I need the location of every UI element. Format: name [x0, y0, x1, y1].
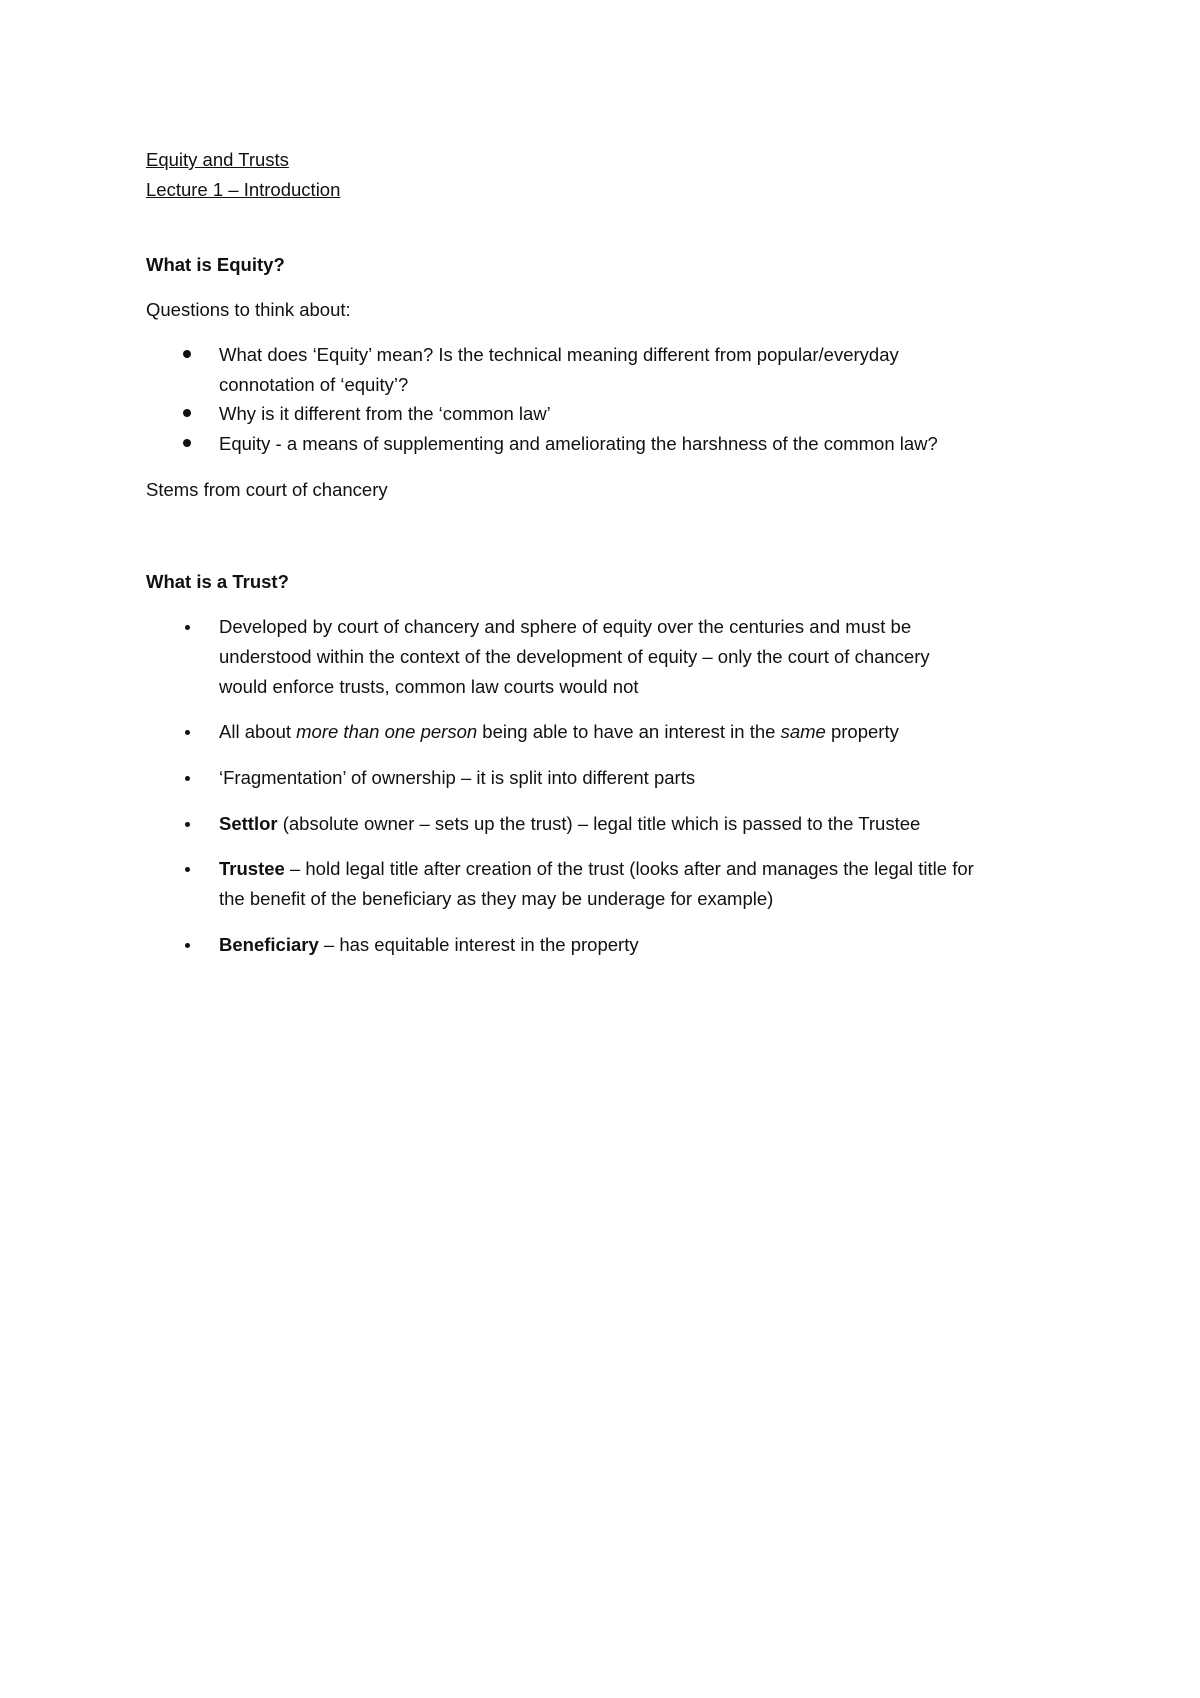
term-settlor: Settlor: [219, 813, 278, 834]
text-segment: property: [825, 721, 899, 742]
bullet-icon: [183, 350, 191, 358]
text-segment: (absolute owner – sets up the trust) – legal title which is passed to the Trustee: [277, 813, 921, 834]
trust-item-trustee: [219, 854, 974, 884]
bullet-icon: [183, 409, 191, 417]
text-segment: All about: [219, 721, 297, 742]
bullet-icon: [185, 730, 190, 735]
trust-item-more-than-one-person: [219, 717, 899, 747]
equity-question-line: What does ‘Equity’ mean? Is the technical meaning different from popular/everyday: [219, 344, 899, 365]
equity-question-line: connotation of ‘equity’?: [219, 374, 409, 395]
bullet-icon: [185, 776, 190, 781]
equity-intro: Questions to think about:: [146, 299, 351, 320]
equity-question-line: Why is it different from the ‘common law’: [219, 403, 551, 424]
text-segment: – has equitable interest in the property: [318, 934, 639, 955]
trust-item-line: the benefit of the beneficiary as they may be underage for example): [219, 888, 774, 909]
text-segment: – hold legal title after creation of the trust (looks after and manages the legal title for: [284, 858, 974, 879]
trust-item-line: would enforce trusts, common law courts would not: [219, 676, 639, 697]
bullet-icon: [183, 439, 191, 447]
equity-heading: What is Equity?: [146, 254, 285, 275]
trust-item-fragmentation: ‘Fragmentation’ of ownership – it is split into different parts: [219, 767, 696, 788]
italic-segment: same: [780, 721, 826, 742]
lecture-title: Lecture 1 – Introduction: [146, 179, 341, 200]
trust-item-settlor: [219, 809, 920, 839]
trust-item-beneficiary: [219, 930, 639, 960]
term-trustee: Trustee: [219, 858, 285, 879]
bullet-icon: [185, 822, 190, 827]
trust-item-line: Developed by court of chancery and sphere of equity over the centuries and must be: [219, 616, 912, 637]
equity-closing: Stems from court of chancery: [146, 479, 388, 500]
text-segment: being able to have an interest in the: [477, 721, 781, 742]
italic-segment: more than one person: [296, 721, 478, 742]
trust-item-line: understood within the context of the development of equity – only the court of chancery: [219, 646, 930, 667]
bullet-icon: [185, 625, 190, 630]
term-beneficiary: Beneficiary: [219, 934, 319, 955]
bullet-icon: [185, 867, 190, 872]
course-title: Equity and Trusts: [146, 149, 289, 170]
trust-heading: What is a Trust?: [146, 571, 289, 592]
bullet-icon: [185, 943, 190, 948]
equity-question-line: Equity - a means of supplementing and ameliorating the harshness of the common law?: [219, 433, 938, 454]
